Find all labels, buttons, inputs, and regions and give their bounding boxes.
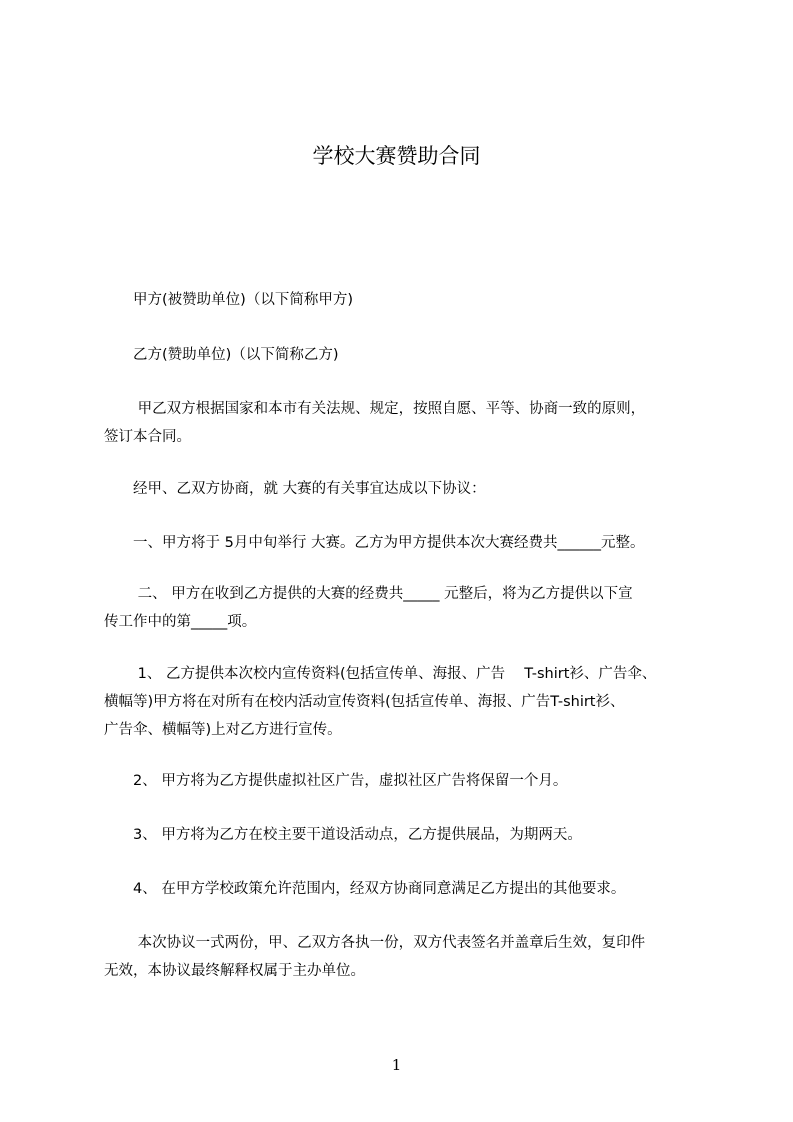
paragraph-line: 广告伞、横幅等)上对乙方进行宣传。 xyxy=(104,722,342,738)
closing-paragraph xyxy=(104,929,704,985)
document-title: 学校大赛赞助合同 xyxy=(312,144,481,168)
paragraph-line: 无效，本协议最终解释权属于主办单位。 xyxy=(104,963,365,979)
paragraph-line: 本次协议一式两份，甲、乙双方各执一份，双方代表签名并盖章后生效，复印件 xyxy=(104,935,646,951)
paragraph-line: 甲方(被赞助单位)（以下简称甲方) xyxy=(104,292,353,308)
item-three-paragraph xyxy=(104,821,704,849)
paragraph-line: 乙方(赞助单位)（以下简称乙方) xyxy=(104,347,339,363)
paragraph-line: 3、 甲方将为乙方在校主要干道设活动点，乙方提供展品，为期两天。 xyxy=(104,827,582,843)
paragraph-line: 横幅等)甲方将在对所有在校内活动宣传资料(包括宣传单、海报、广告T-shirt衫、 xyxy=(104,694,625,710)
agreement-paragraph xyxy=(104,475,704,503)
page-number: 1 xyxy=(391,1056,402,1074)
paragraph-line: 经甲、乙双方协商，就 大赛的有关事宜达成以下协议： xyxy=(104,481,486,497)
paragraph-line: 二、 甲方在收到乙方提供的大赛的经费共_____ 元整后，将为乙方提供以下宣 xyxy=(104,586,633,602)
item-one-paragraph xyxy=(104,660,704,744)
item-four-paragraph xyxy=(104,875,704,903)
item-two-paragraph xyxy=(104,767,704,795)
paragraph-line: 传工作中的第_____项。 xyxy=(104,614,257,630)
intro-paragraph xyxy=(104,395,704,451)
paragraph-line: 一、甲方将于 5月中旬举行 大赛。乙方为甲方提供本次大赛经费共______元整。 xyxy=(104,535,645,551)
paragraph-line: 签订本合同。 xyxy=(104,429,191,445)
paragraph-line: 甲乙双方根据国家和本市有关法规、规定，按照自愿、平等、协商一致的原则， xyxy=(104,401,646,417)
party-a-paragraph xyxy=(104,286,704,314)
paragraph-line: 1、 乙方提供本次校内宣传资料(包括宣传单、海报、广告 T-shirt衫、广告伞、 xyxy=(104,666,657,682)
paragraph-line: 2、 甲方将为乙方提供虚拟社区广告，虚拟社区广告将保留一个月。 xyxy=(104,773,568,789)
party-b-paragraph xyxy=(104,341,704,369)
clause-one-paragraph xyxy=(104,529,704,557)
clause-two-paragraph xyxy=(104,580,704,636)
paragraph-line: 4、 在甲方学校政策允许范围内，经双方协商同意满足乙方提出的其他要求。 xyxy=(104,881,626,897)
